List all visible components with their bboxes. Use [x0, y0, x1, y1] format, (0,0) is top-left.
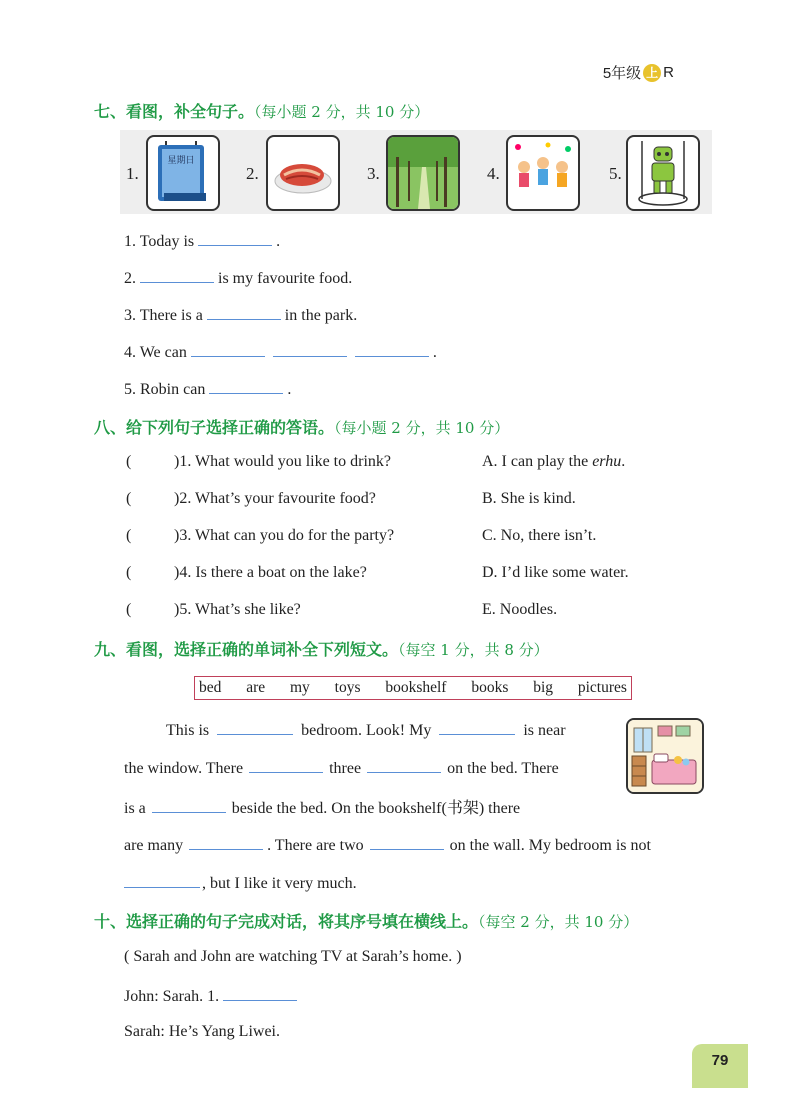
sentence-3-end: in the park. [284, 307, 358, 324]
bedroom-picture [626, 718, 704, 794]
sentence-1-text: 1. Today is [124, 233, 195, 250]
dialogue-context: ( Sarah and John are watching TV at Sarah’s home. ) [124, 948, 462, 965]
paren-open-4: ( [126, 564, 132, 581]
paren-open-3: ( [126, 527, 132, 544]
dialogue-line-1 [124, 986, 301, 1006]
paren-open-2: ( [126, 490, 132, 507]
answer-a-end: . [621, 453, 626, 470]
fill-sentence-5 [124, 379, 291, 399]
passage-text: , but I like it very much. [202, 875, 357, 892]
section-8-points: （每小题 2 分，共 10 分） [334, 419, 510, 437]
sentence-3-text: 3. There is a [124, 307, 203, 324]
section-7-title [94, 99, 429, 122]
sentence-2-number: 2. [124, 270, 136, 287]
word-option: big [533, 679, 554, 696]
sentence-4-text: 4. We can [124, 344, 187, 361]
answer-blank[interactable] [367, 758, 441, 773]
sentence-5-end: . [287, 381, 292, 398]
answer-blank[interactable] [189, 835, 263, 850]
grade-label [603, 62, 674, 83]
section-9-title [94, 637, 549, 660]
page-number: 79 [692, 1044, 748, 1088]
question-3: )3. What can you do for the party? [174, 527, 395, 544]
answer-blank[interactable] [207, 305, 281, 320]
section-10-title [94, 909, 638, 932]
answer-blank[interactable] [223, 986, 297, 1001]
word-option: bed [199, 679, 222, 696]
passage-text: on the bed. There [447, 760, 559, 777]
word-option: my [290, 679, 310, 696]
paren-open-1: ( [126, 453, 132, 470]
fill-sentence-3 [124, 305, 357, 325]
answer-blank[interactable] [439, 720, 515, 735]
sentence-1-end: . [276, 233, 281, 250]
passage-line-3 [124, 795, 520, 818]
section-10-heading: 十、选择正确的句子完成对话，将其序号填在横线上。 [94, 912, 479, 931]
answer-a-text: A. I can play the [482, 453, 593, 470]
answer-blank[interactable] [249, 758, 323, 773]
sentence-4-end: . [432, 344, 437, 361]
passage-text: beside the bed. On the bookshelf(书架) there [231, 800, 521, 817]
fill-sentence-2 [124, 268, 352, 288]
picture-number-3: 3. [367, 164, 380, 183]
calendar-label: 星期日 [167, 156, 195, 166]
park-picture [386, 135, 460, 211]
answer-blank[interactable] [124, 873, 200, 888]
passage-text: is a [124, 800, 146, 817]
answer-blank[interactable] [198, 231, 272, 246]
answer-blank[interactable] [273, 342, 347, 357]
grade-text: 5年级 [602, 65, 642, 82]
calendar-picture [146, 135, 220, 211]
question-5: )5. What’s she like? [174, 601, 301, 618]
party-picture [506, 135, 580, 211]
passage-text: is near [523, 722, 566, 739]
steak-icon [268, 137, 338, 209]
question-4: )4. Is there a boat on the lake? [174, 564, 367, 581]
trees-icon [388, 137, 458, 209]
word-option: pictures [577, 679, 627, 696]
passage-text: are many [124, 837, 184, 854]
answer-c: C. No, there isn’t. [482, 527, 597, 544]
edition-text: R [663, 64, 674, 81]
answer-blank[interactable] [355, 342, 429, 357]
answer-blank[interactable] [140, 268, 214, 283]
passage-text: the window. There [124, 760, 244, 777]
section-7-points: （每小题 2 分，共 10 分） [254, 103, 430, 121]
answer-blank[interactable] [217, 720, 293, 735]
section-8-title [94, 415, 509, 438]
section-9-points: （每空 1 分，共 8 分） [398, 641, 549, 659]
sentence-5-text: 5. Robin can [124, 381, 206, 398]
passage-text: This is [166, 722, 210, 739]
question-2: )2. What’s your favourite food? [174, 490, 376, 507]
passage-line-5 [124, 873, 357, 893]
answer-b: B. She is kind. [482, 490, 576, 507]
term-badge: 上 [643, 64, 661, 82]
robot-icon [628, 137, 698, 209]
answer-blank[interactable] [152, 798, 226, 813]
passage-text: bedroom. Look! My [301, 722, 432, 739]
robot-swing-picture [626, 135, 700, 211]
word-option: bookshelf [385, 679, 447, 696]
dialogue-line-2: Sarah: He’s Yang Liwei. [124, 1023, 280, 1040]
calendar-icon [148, 137, 218, 209]
answer-blank[interactable] [209, 379, 283, 394]
section-9-heading: 九、看图，选择正确的单词补全下列短文。 [94, 640, 399, 659]
dialogue-john: John: Sarah. 1. [124, 988, 220, 1005]
word-option: are [246, 679, 266, 696]
word-option: books [471, 679, 509, 696]
paren-open-5: ( [126, 601, 132, 618]
answer-e: E. Noodles. [482, 601, 558, 618]
fill-sentence-1 [124, 231, 280, 251]
sentence-2-text: is my favourite food. [218, 270, 353, 287]
answer-blank[interactable] [370, 835, 444, 850]
fill-sentence-4 [124, 342, 437, 362]
word-option: toys [334, 679, 361, 696]
answer-d: D. I’d like some water. [482, 564, 629, 581]
answer-blank[interactable] [191, 342, 265, 357]
section-8-heading: 八、给下列句子选择正确的答语。 [94, 418, 335, 437]
passage-text: . There are two [267, 837, 364, 854]
picture-number-1: 1. [126, 164, 139, 183]
picture-number-4: 4. [487, 164, 500, 183]
passage-line-4 [124, 835, 651, 855]
passage-text: three [329, 760, 362, 777]
section-10-points: （每空 2 分，共 10 分） [478, 913, 639, 931]
passage-text: on the wall. My bedroom is not [449, 837, 651, 854]
answer-a-erhu: erhu [592, 453, 622, 470]
steak-picture [266, 135, 340, 211]
section-7-heading: 七、看图，补全句子。 [94, 102, 255, 121]
word-bank [194, 676, 632, 700]
party-children-icon [508, 137, 578, 209]
picture-number-5: 5. [609, 164, 622, 183]
picture-number-2: 2. [246, 164, 259, 183]
passage-line-2 [124, 758, 559, 778]
question-1: )1. What would you like to drink? [174, 453, 391, 470]
answer-a [482, 453, 625, 471]
passage-line-1 [166, 720, 566, 740]
bedroom-icon [628, 720, 702, 792]
